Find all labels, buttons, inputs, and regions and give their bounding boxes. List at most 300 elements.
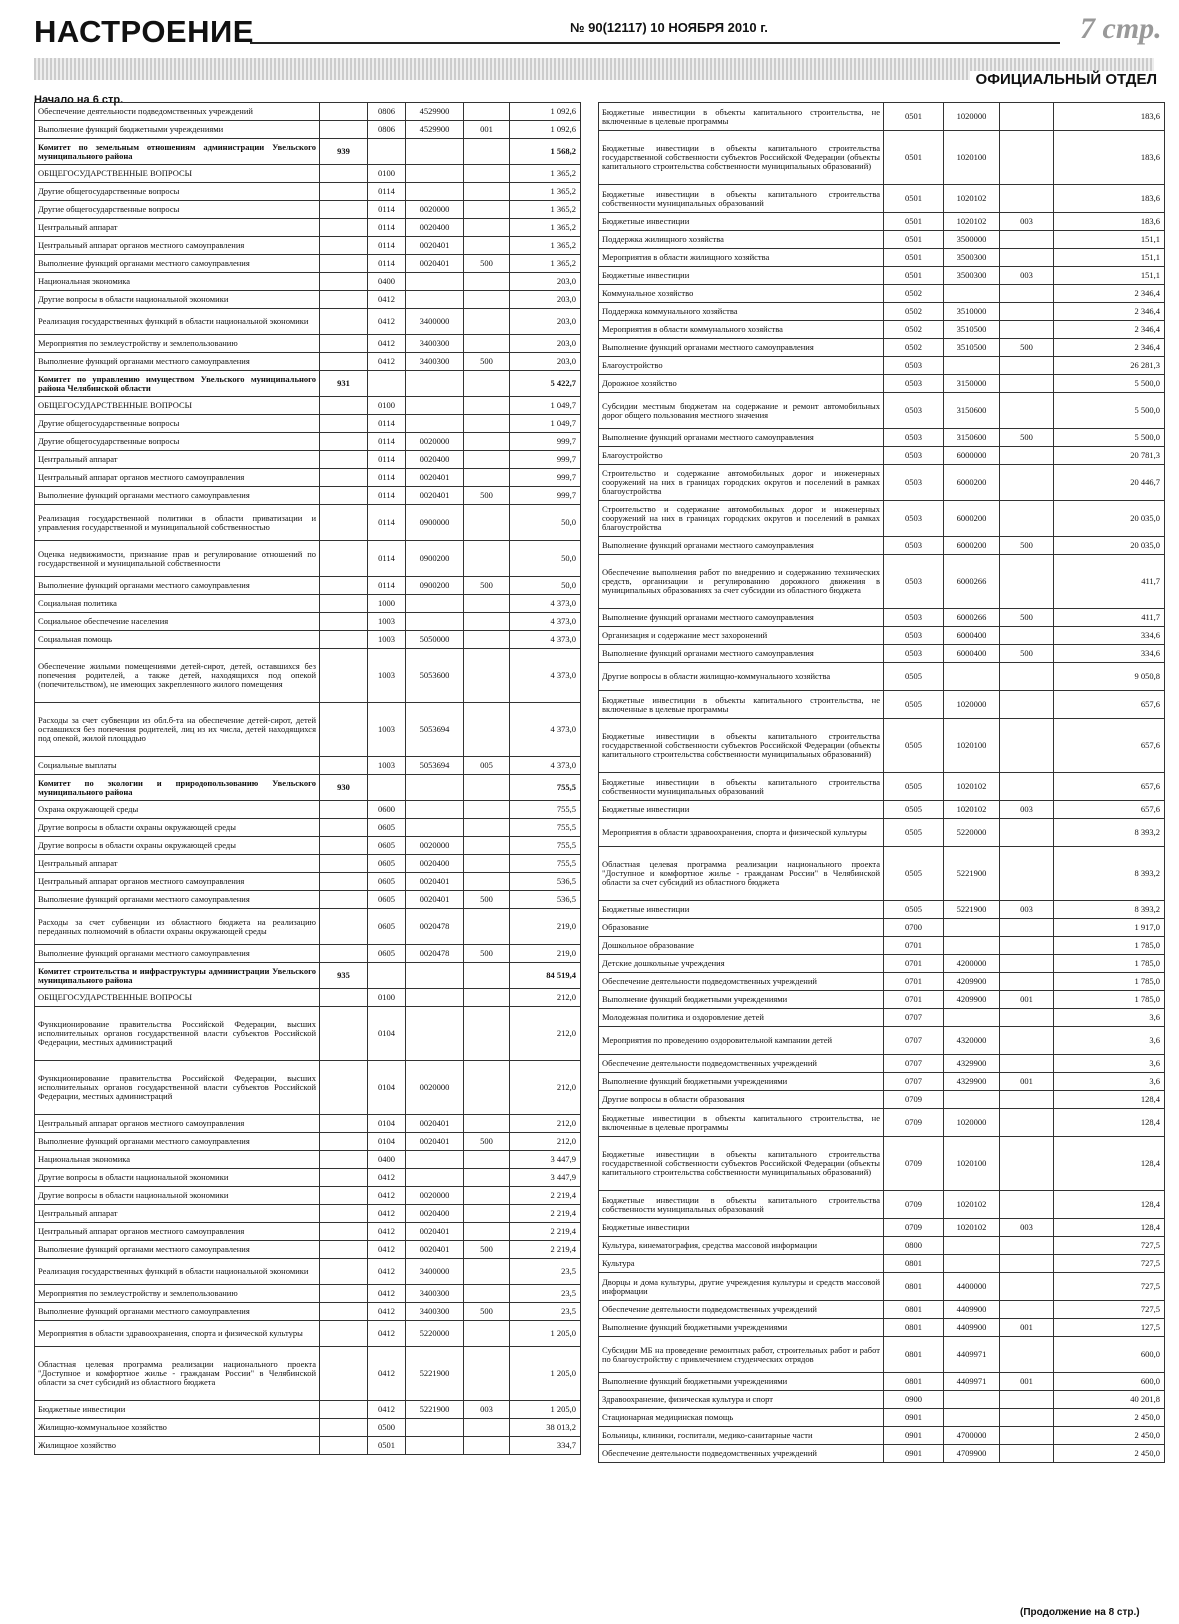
section-code-cell: 0505 [884,719,944,773]
table-row [35,757,581,775]
amount-cell: 203,0 [510,291,581,309]
amount-cell: 23,5 [510,1259,581,1285]
table-row [35,1303,581,1321]
section-code-cell: 0501 [884,267,944,285]
page-number: 7 стр. [1080,12,1162,45]
expense-type-cell: 500 [464,1241,510,1259]
expense-type-cell [464,397,510,415]
table-row [599,1255,1165,1273]
section-code-cell: 0707 [884,1027,944,1055]
amount-cell: 755,5 [510,775,581,801]
section-code-cell: 0502 [884,303,944,321]
target-code-cell: 0020478 [406,909,464,945]
amount-cell: 1 917,0 [1054,919,1165,937]
amount-cell: 128,4 [1054,1219,1165,1237]
target-code-cell: 0900200 [406,577,464,595]
target-code-cell: 6000400 [944,645,1000,663]
table-row [599,973,1165,991]
expense-type-cell [464,1007,510,1061]
section-code-cell: 1000 [368,595,406,613]
item-name-cell: Выполнение функций бюджетными учреждениями [599,1319,884,1337]
table-row [599,537,1165,555]
table-row [35,775,581,801]
expense-type-cell [1000,285,1054,303]
section-code-cell: 0114 [368,255,406,273]
section-code-cell: 0114 [368,219,406,237]
section-code-cell: 0501 [884,185,944,213]
item-name-cell: Другие вопросы в области охраны окружающей среды [35,837,320,855]
admin-code-cell [320,577,368,595]
table-row [35,1241,581,1259]
table-row [35,855,581,873]
target-code-cell [944,1391,1000,1409]
target-code-cell [944,357,1000,375]
target-code-cell: 4209900 [944,991,1000,1009]
target-code-cell [406,397,464,415]
expense-type-cell [1000,919,1054,937]
item-name-cell: ОБЩЕГОСУДАРСТВЕННЫЕ ВОПРОСЫ [35,397,320,415]
item-name-cell: Выполнение функций органами местного самоуправления [599,645,884,663]
table-row [599,465,1165,501]
item-name-cell: Стационарная медицинская помощь [599,1409,884,1427]
section-code-cell: 0104 [368,1007,406,1061]
amount-cell: 1 205,0 [510,1401,581,1419]
target-code-cell: 0020400 [406,1205,464,1223]
target-code-cell [944,1091,1000,1109]
item-name-cell: Выполнение функций органами местного самоуправления [35,1133,320,1151]
amount-cell: 411,7 [1054,555,1165,609]
expense-type-cell [464,541,510,577]
expense-type-cell [1000,1273,1054,1301]
admin-code-cell [320,1133,368,1151]
expense-type-cell [1000,1191,1054,1219]
expense-type-cell [464,775,510,801]
table-row [35,1061,581,1115]
expense-type-cell [464,1115,510,1133]
item-name-cell: ОБЩЕГОСУДАРСТВЕННЫЕ ВОПРОСЫ [35,989,320,1007]
amount-cell: 2 450,0 [1054,1445,1165,1463]
amount-cell: 4 373,0 [510,649,581,703]
admin-code-cell: 939 [320,139,368,165]
table-row [35,909,581,945]
expense-type-cell [464,963,510,989]
table-row [599,1427,1165,1445]
section-code-cell: 0503 [884,465,944,501]
section-code-cell: 0501 [884,249,944,267]
table-row [599,1009,1165,1027]
item-name-cell: Комитет по земельным отношениям администрации Увельского муниципального района [35,139,320,165]
table-row [599,447,1165,465]
target-code-cell: 3400300 [406,1285,464,1303]
table-row [599,919,1165,937]
item-name-cell: Выполнение функций бюджетными учреждениями [599,991,884,1009]
expense-type-cell [1000,1337,1054,1373]
item-name-cell: Коммунальное хозяйство [599,285,884,303]
table-row [35,121,581,139]
admin-code-cell [320,1437,368,1455]
admin-code-cell [320,335,368,353]
target-code-cell [406,291,464,309]
section-code-cell: 0502 [884,321,944,339]
amount-cell: 50,0 [510,505,581,541]
table-row [35,1419,581,1437]
item-name-cell: Культура, кинематография, средства массовой информации [599,1237,884,1255]
item-name-cell: Выполнение функций органами местного самоуправления [599,609,884,627]
item-name-cell: Обеспечение деятельности подведомственных учреждений [599,1301,884,1319]
table-row [35,801,581,819]
item-name-cell: Центральный аппарат [35,855,320,873]
expense-type-cell [464,451,510,469]
target-code-cell: 1020102 [944,1219,1000,1237]
section-code-cell: 0412 [368,1347,406,1401]
section-code-cell: 0707 [884,1009,944,1027]
target-code-cell [944,1409,1000,1427]
section-code-cell: 0709 [884,1091,944,1109]
target-code-cell: 3400300 [406,1303,464,1321]
admin-code-cell [320,353,368,371]
item-name-cell: Субсидии местным бюджетам на содержание и ремонт автомобильных дорог общего пользования местного значения [599,393,884,429]
table-row [599,303,1165,321]
section-code-cell: 0701 [884,955,944,973]
item-name-cell: Бюджетные инвестиции в объекты капитального строительства государственной собственности субъектов Российской Федерации (объекты капитального строительства собственности муниципальных образований) [599,1137,884,1191]
amount-cell: 4 373,0 [510,631,581,649]
amount-cell: 212,0 [510,1115,581,1133]
table-row [35,1401,581,1419]
amount-cell: 657,6 [1054,719,1165,773]
table-row [599,1301,1165,1319]
admin-code-cell [320,219,368,237]
expense-type-cell [464,703,510,757]
table-row [35,963,581,989]
amount-cell: 203,0 [510,335,581,353]
amount-cell: 128,4 [1054,1091,1165,1109]
expense-type-cell [464,1437,510,1455]
expense-type-cell: 003 [1000,1219,1054,1237]
target-code-cell: 0020401 [406,237,464,255]
amount-cell: 212,0 [510,1061,581,1115]
section-code-cell: 0412 [368,1285,406,1303]
table-row [599,501,1165,537]
admin-code-cell [320,757,368,775]
table-row [35,1187,581,1205]
amount-cell: 50,0 [510,577,581,595]
target-code-cell: 6000266 [944,609,1000,627]
section-code-cell: 0505 [884,901,944,919]
item-name-cell: Другие вопросы в области охраны окружающей среды [35,819,320,837]
item-name-cell: Мероприятия в области здравоохранения, спорта и физической культуры [599,819,884,847]
target-code-cell [944,285,1000,303]
table-row [35,1437,581,1455]
target-code-cell [406,801,464,819]
section-code-cell: 0114 [368,505,406,541]
amount-cell: 23,5 [510,1285,581,1303]
section-code-cell: 0605 [368,873,406,891]
table-row [599,1273,1165,1301]
item-name-cell: Мероприятия по землеустройству и землепользованию [35,1285,320,1303]
table-row [35,1321,581,1347]
table-row [599,393,1165,429]
item-name-cell: Оценка недвижимости, признание прав и регулирование отношений по государственной и муниципальной собственности [35,541,320,577]
table-row [35,103,581,121]
target-code-cell [406,371,464,397]
expense-type-cell: 500 [464,1303,510,1321]
item-name-cell: Другие общегосударственные вопросы [35,201,320,219]
item-name-cell: Обеспечение выполнения работ по внедрению и содержанию технических средств, организации и регулированию дорожного движения в муниципальных образованиях за счет субсидии из областного бюджета [599,555,884,609]
admin-code-cell [320,1169,368,1187]
target-code-cell: 5221900 [406,1401,464,1419]
table-row [599,663,1165,691]
target-code-cell: 4320000 [944,1027,1000,1055]
expense-type-cell [1000,375,1054,393]
item-name-cell: Выполнение функций органами местного самоуправления [599,339,884,357]
amount-cell: 727,5 [1054,1301,1165,1319]
amount-cell: 5 500,0 [1054,375,1165,393]
item-name-cell: Мероприятия по землеустройству и землепользованию [35,335,320,353]
newspaper-title: НАСТРОЕНИЕ [34,14,254,49]
amount-cell: 334,6 [1054,645,1165,663]
section-code-cell: 0701 [884,937,944,955]
expense-type-cell: 001 [1000,1373,1054,1391]
target-code-cell: 3150600 [944,393,1000,429]
section-code-cell: 0114 [368,201,406,219]
section-code-cell: 0707 [884,1073,944,1091]
table-row [599,1391,1165,1409]
expense-type-cell [464,291,510,309]
section-code-cell: 0801 [884,1319,944,1337]
amount-cell: 183,6 [1054,131,1165,185]
amount-cell: 212,0 [510,1133,581,1151]
issue-line: № 90(12117) 10 НОЯБРЯ 2010 г. [570,20,768,35]
item-name-cell: Центральный аппарат органов местного самоуправления [35,873,320,891]
section-code-cell: 0901 [884,1409,944,1427]
target-code-cell: 3500300 [944,249,1000,267]
item-name-cell: Бюджетные инвестиции [599,267,884,285]
amount-cell: 219,0 [510,945,581,963]
target-code-cell: 4200000 [944,955,1000,973]
expense-type-cell [464,273,510,291]
target-code-cell [406,1419,464,1437]
item-name-cell: Центральный аппарат [35,451,320,469]
section-code-cell: 0501 [884,131,944,185]
amount-cell: 3,6 [1054,1073,1165,1091]
admin-code-cell [320,649,368,703]
table-row [599,1109,1165,1137]
amount-cell: 1 568,2 [510,139,581,165]
item-name-cell: Реализация государственной политики в области приватизации и управления государственной и муниципальной собственностью [35,505,320,541]
target-code-cell: 0020000 [406,837,464,855]
header-rule [250,42,1060,44]
admin-code-cell [320,945,368,963]
admin-code-cell [320,1259,368,1285]
item-name-cell: Центральный аппарат органов местного самоуправления [35,237,320,255]
item-name-cell: Центральный аппарат органов местного самоуправления [35,1115,320,1133]
amount-cell: 1 049,7 [510,397,581,415]
table-row [599,1191,1165,1219]
item-name-cell: Выполнение функций бюджетными учреждениями [35,121,320,139]
admin-code-cell [320,1303,368,1321]
item-name-cell: Социальная помощь [35,631,320,649]
amount-cell: 411,7 [1054,609,1165,627]
table-row [599,131,1165,185]
item-name-cell: Детские дошкольные учреждения [599,955,884,973]
amount-cell: 151,1 [1054,267,1165,285]
amount-cell: 20 446,7 [1054,465,1165,501]
expense-type-cell [1000,185,1054,213]
target-code-cell [406,963,464,989]
amount-cell: 2 346,4 [1054,339,1165,357]
target-code-cell: 1020100 [944,1137,1000,1191]
expense-type-cell [464,1347,510,1401]
continued-from-note: Начало на 6 стр. [34,94,124,106]
amount-cell: 1 092,6 [510,103,581,121]
admin-code-cell [320,415,368,433]
table-row [35,819,581,837]
amount-cell: 212,0 [510,989,581,1007]
admin-code-cell: 930 [320,775,368,801]
expense-type-cell [464,1151,510,1169]
amount-cell: 8 393,2 [1054,901,1165,919]
section-code-cell: 0503 [884,357,944,375]
admin-code-cell [320,1061,368,1115]
item-name-cell: Дворцы и дома культуры, другие учреждения культуры и средств массовой информации [599,1273,884,1301]
table-row [599,1337,1165,1373]
item-name-cell: Другие общегосударственные вопросы [35,415,320,433]
amount-cell: 1 365,2 [510,165,581,183]
target-code-cell: 0900000 [406,505,464,541]
amount-cell: 1 365,2 [510,201,581,219]
expense-type-cell [1000,663,1054,691]
section-code-cell: 0501 [884,213,944,231]
expense-type-cell [1000,1109,1054,1137]
table-row [35,613,581,631]
admin-code-cell [320,837,368,855]
admin-code-cell [320,121,368,139]
section-code-cell: 0100 [368,989,406,1007]
table-row [599,1219,1165,1237]
section-code-cell: 0503 [884,627,944,645]
item-name-cell: Другие вопросы в области национальной экономики [35,291,320,309]
section-code-cell: 0501 [884,103,944,131]
expense-type-cell: 500 [1000,339,1054,357]
target-code-cell: 4409900 [944,1319,1000,1337]
table-row [599,1091,1165,1109]
item-name-cell: Субсидии МБ на проведение ремонтных работ, строительных работ и работ по благоустройству с привлечением студенческих отрядов [599,1337,884,1373]
section-code-cell: 0114 [368,183,406,201]
amount-cell: 727,5 [1054,1237,1165,1255]
section-code-cell: 0605 [368,891,406,909]
admin-code-cell [320,291,368,309]
item-name-cell: Функционирование правительства Российской Федерации, высших исполнительных органов государственной власти субъектов Российской Федерации, местных администраций [35,1007,320,1061]
amount-cell: 5 422,7 [510,371,581,397]
table-row [35,371,581,397]
table-row [599,285,1165,303]
expense-type-cell [464,1419,510,1437]
expense-type-cell [464,1187,510,1205]
section-code-cell: 0801 [884,1273,944,1301]
admin-code-cell [320,1241,368,1259]
expense-type-cell: 500 [464,891,510,909]
section-code-cell: 0503 [884,537,944,555]
target-code-cell: 4700000 [944,1427,1000,1445]
section-code-cell: 0412 [368,1303,406,1321]
admin-code-cell [320,397,368,415]
item-name-cell: Выполнение функций органами местного самоуправления [599,537,884,555]
target-code-cell: 4329900 [944,1055,1000,1073]
target-code-cell: 1020102 [944,213,1000,231]
section-code-cell: 0503 [884,555,944,609]
target-code-cell: 4409900 [944,1301,1000,1319]
amount-cell: 183,6 [1054,185,1165,213]
amount-cell: 212,0 [510,1007,581,1061]
section-code-cell: 0709 [884,1109,944,1137]
section-code-cell: 1003 [368,613,406,631]
target-code-cell: 0020400 [406,451,464,469]
section-code-cell: 0806 [368,103,406,121]
admin-code-cell [320,273,368,291]
admin-code-cell [320,891,368,909]
table-row [599,773,1165,801]
section-code-cell: 0605 [368,909,406,945]
expense-type-cell [464,183,510,201]
expense-type-cell [464,1061,510,1115]
expense-type-cell: 003 [1000,901,1054,919]
target-code-cell: 1020000 [944,691,1000,719]
item-name-cell: Обеспечение деятельности подведомственных учреждений [599,1055,884,1073]
item-name-cell: Областная целевая программа реализации национального проекта "Доступное и комфортное жилье - гражданам России" в Челябинской области за счет субсидий из областного бюджета [599,847,884,901]
target-code-cell: 0020000 [406,201,464,219]
item-name-cell: Выполнение функций органами местного самоуправления [599,429,884,447]
target-code-cell [406,595,464,613]
expense-type-cell [1000,231,1054,249]
target-code-cell: 3400300 [406,353,464,371]
section-code-cell: 1003 [368,703,406,757]
amount-cell: 38 013,2 [510,1419,581,1437]
target-code-cell: 6000266 [944,555,1000,609]
continued-to-note: (Продолжение на 8 стр.) [1020,1607,1140,1618]
expense-type-cell: 003 [1000,213,1054,231]
expense-type-cell [464,469,510,487]
target-code-cell [406,819,464,837]
expense-type-cell [464,505,510,541]
expense-type-cell [1000,691,1054,719]
expense-type-cell [464,139,510,165]
admin-code-cell [320,1419,368,1437]
amount-cell: 128,4 [1054,1137,1165,1191]
expense-type-cell [464,1259,510,1285]
table-row [35,541,581,577]
section-code-cell: 0114 [368,237,406,255]
expense-type-cell [464,1205,510,1223]
target-code-cell: 3510500 [944,339,1000,357]
target-code-cell: 5220000 [944,819,1000,847]
target-code-cell [944,663,1000,691]
amount-cell: 3,6 [1054,1055,1165,1073]
item-name-cell: Другие вопросы в области жилищно-коммунального хозяйства [599,663,884,691]
expense-type-cell [464,1285,510,1303]
table-row [35,1133,581,1151]
amount-cell: 755,5 [510,801,581,819]
amount-cell: 4 373,0 [510,613,581,631]
expense-type-cell: 001 [1000,991,1054,1009]
admin-code-cell [320,909,368,945]
amount-cell: 151,1 [1054,249,1165,267]
target-code-cell [406,139,464,165]
item-name-cell: Обеспечение жилыми помещениями детей-сирот, детей, оставшихся без попечения родителей, а также детей, находящихся под опекой (попечительством), не имеющих закрепленного жилого помещения [35,649,320,703]
table-row [35,1007,581,1061]
item-name-cell: Выполнение функций органами местного самоуправления [35,487,320,505]
target-code-cell: 1020000 [944,1109,1000,1137]
target-code-cell [944,1237,1000,1255]
